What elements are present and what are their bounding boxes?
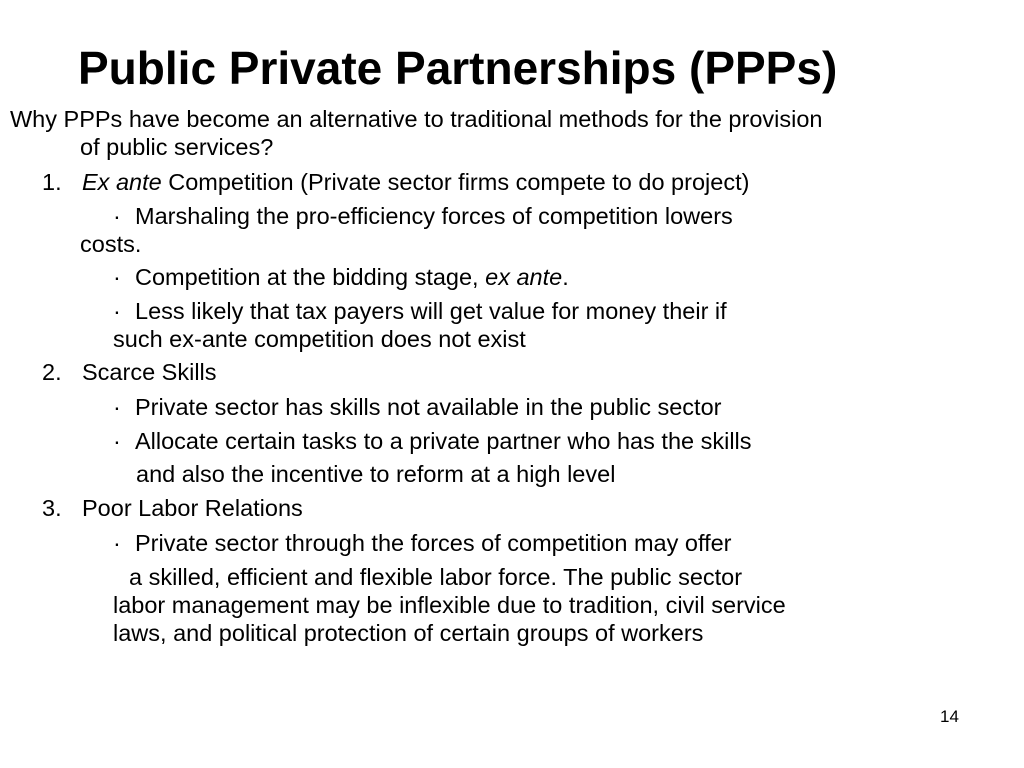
item-3-bullet-1-line-2: a skilled, efficient and flexible labor force. The public sector [129, 564, 743, 590]
bullet-icon: · [113, 428, 121, 454]
bullet-icon: · [113, 394, 121, 420]
bullet-text: Allocate certain tasks to a private partner who has the skills [135, 428, 752, 454]
page-number: 14 [940, 707, 959, 726]
item-3-heading [42, 494, 303, 522]
item-1-heading [42, 168, 749, 196]
slide-title: Public Private Partnerships (PPPs) [78, 42, 838, 94]
item-1-bullet-3-line-2: such ex-ante competition does not exist [113, 326, 526, 352]
bullet-text: Marshaling the pro-efficiency forces of competition lowers [135, 203, 733, 229]
item-1-heading-italic: Ex ante [82, 169, 162, 195]
bullet-icon: · [113, 298, 121, 324]
item-3-bullet-1-line-1 [113, 529, 732, 557]
bullet-text: Private sector through the forces of competition may offer [135, 530, 732, 556]
item-1-bullet-1-line-2: costs. [80, 231, 142, 257]
intro-line-1: Why PPPs have become an alternative to traditional methods for the provision [10, 106, 823, 132]
item-2-bullet-2-line-2: and also the incentive to reform at a high level [136, 461, 616, 487]
item-1-heading-rest: Competition (Private sector firms compete to do project) [161, 169, 750, 195]
bullet-icon: · [113, 203, 121, 229]
bullet-icon: · [113, 264, 121, 290]
intro-line-2: of public services? [80, 134, 274, 160]
bullet-icon: · [113, 530, 121, 556]
item-1-bullet-2 [113, 263, 569, 291]
bullet-text: Less likely that tax payers will get value for money their if [135, 298, 727, 324]
item-2-bullet-1 [113, 393, 721, 421]
item-3-bullet-1-line-3: labor management may be inflexible due to tradition, civil service [113, 592, 786, 618]
item-2-number: 2. [42, 359, 62, 385]
bullet-text-italic: ex ante [485, 264, 563, 290]
item-3-number: 3. [42, 495, 62, 521]
item-1-bullet-1-line-1 [113, 202, 733, 230]
item-3-heading-text: Poor Labor Relations [82, 495, 303, 521]
bullet-text-end: . [562, 264, 569, 290]
bullet-text: Private sector has skills not available in the public sector [135, 394, 722, 420]
bullet-text: Competition at the bidding stage, [135, 264, 486, 290]
item-3-bullet-1-line-4: laws, and political protection of certain groups of workers [113, 620, 704, 646]
item-2-bullet-2-line-1 [113, 427, 752, 455]
item-1-bullet-3-line-1 [113, 297, 727, 325]
item-2-heading-text: Scarce Skills [82, 359, 217, 385]
item-1-number: 1. [42, 169, 62, 195]
item-2-heading [42, 358, 217, 386]
